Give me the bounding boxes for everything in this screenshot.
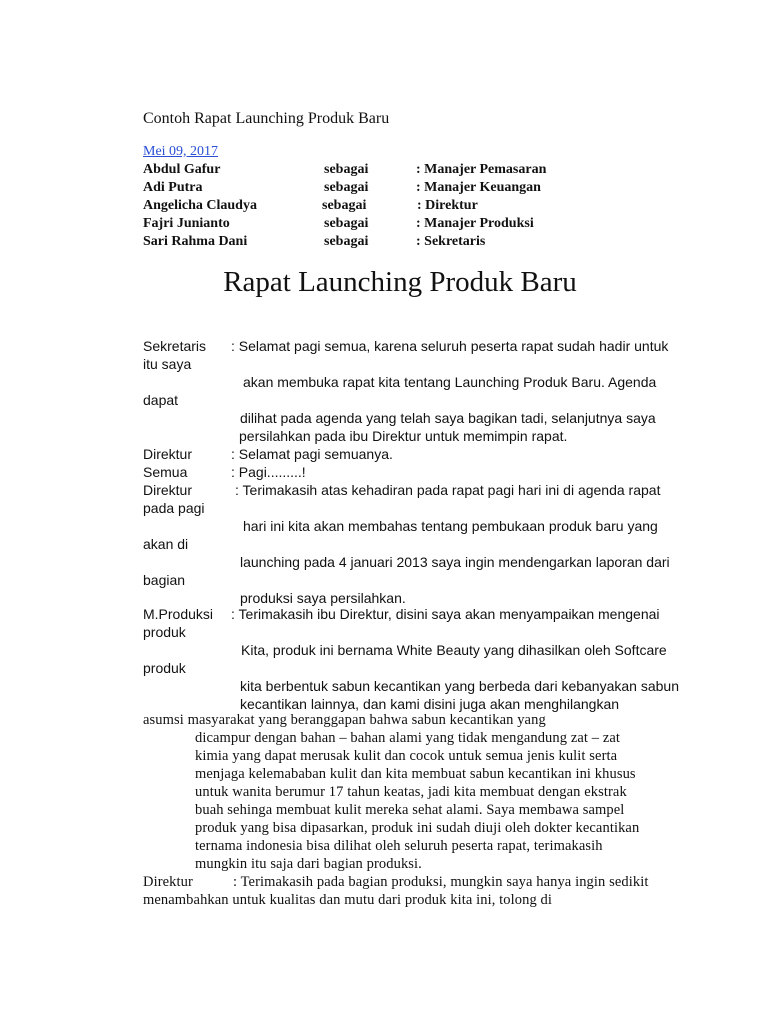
transcript-line: produk yang bisa dipasarkan, produk ini sudah diuji oleh dokter kecantikan	[195, 820, 640, 836]
transcript-line: itu saya	[143, 356, 192, 372]
transcript-line: kimia yang dapat merusak kulit dan cocok untuk semua jenis kulit serta	[195, 748, 618, 764]
transcript-line: Kita, produk ini bernama White Beauty yang dihasilkan oleh Softcare	[241, 642, 667, 658]
transcript-line: : Terimakasih pada bagian produksi, mungkin saya hanya ingin sedikit	[233, 874, 649, 890]
participant-name: Adi Putra	[143, 180, 203, 195]
speaker-label: Semua	[143, 464, 188, 480]
document-title: Contoh Rapat Launching Produk Baru	[143, 110, 390, 127]
transcript-line: ternama indonesia bisa dilihat oleh seluruh peserta rapat, terimakasih	[195, 838, 603, 854]
participant-as: sebagai	[322, 198, 367, 213]
participant-role: : Manajer Keuangan	[416, 180, 541, 195]
transcript-line: bagian	[143, 572, 186, 588]
transcript-line: menjaga kelemababan kulit dan kita membuat sabun kecantikan ini khusus	[195, 766, 636, 782]
participant-name: Sari Rahma Dani	[143, 234, 248, 249]
participant-as: sebagai	[324, 162, 369, 177]
transcript-line: akan di	[143, 536, 189, 552]
transcript-line: mungkin itu saja dari bagian produksi.	[195, 856, 422, 872]
transcript-line: kita berbentuk sabun kecantikan yang berbeda dari kebanyakan sabun	[240, 678, 679, 694]
transcript-line: asumsi masyarakat yang beranggapan bahwa sabun kecantikan yang	[143, 712, 546, 728]
speaker-label: M.Produksi	[143, 606, 214, 622]
transcript-line: dilihat pada agenda yang telah saya bagikan tadi, selanjutnya saya	[240, 410, 656, 426]
transcript-line: : Terimakasih atas kehadiran pada rapat pagi hari ini di agenda rapat	[235, 482, 661, 498]
participant-as: sebagai	[324, 180, 369, 195]
transcript-line: buah sehinga membuat kulit mereka sehat alami. Saya membawa sampel	[195, 802, 625, 818]
participant-as: sebagai	[324, 234, 369, 249]
transcript-line: untuk wanita berumur 17 tahun keatas, jadi kita membuat dengan ekstrak	[195, 784, 627, 800]
transcript-line: akan membuka rapat kita tentang Launching Produk Baru. Agenda	[243, 374, 657, 390]
participant-role: : Direktur	[417, 198, 478, 213]
speaker-label: Direktur	[143, 446, 193, 462]
participant-as: sebagai	[324, 216, 369, 231]
participant-role: : Manajer Produksi	[416, 216, 534, 231]
participant-role: : Sekretaris	[416, 234, 486, 249]
transcript-line: launching pada 4 januari 2013 saya ingin mendengarkan laporan dari	[240, 554, 670, 570]
transcript-line: kecantikan lainnya, dan kami disini juga akan menghilangkan	[240, 696, 620, 712]
speaker-label: Direktur	[143, 482, 193, 498]
transcript-line: : Selamat pagi semua, karena seluruh peserta rapat sudah hadir untuk	[231, 338, 669, 354]
transcript-line: : Selamat pagi semuanya.	[231, 446, 393, 462]
transcript-line: menambahkan untuk kualitas dan mutu dari produk kita ini, tolong di	[143, 892, 553, 908]
participant-name: Angelicha Claudya	[143, 198, 257, 213]
transcript-line: dicampur dengan bahan – bahan alami yang tidak mengandung zat – zat	[195, 730, 621, 746]
transcript-line: produk	[143, 660, 186, 676]
transcript-line: dapat	[143, 392, 179, 408]
post-date-link[interactable]: Mei 09, 2017	[143, 144, 219, 159]
speaker-label: Sekretaris	[143, 338, 207, 354]
participant-role: : Manajer Pemasaran	[416, 162, 547, 177]
transcript-line: persilahkan pada ibu Direktur untuk memimpin rapat.	[239, 428, 568, 444]
transcript-line: : Pagi.........!	[231, 464, 306, 480]
main-heading: Rapat Launching Produk Baru	[223, 266, 577, 298]
transcript-line: : Terimakasih ibu Direktur, disini saya akan menyampaikan mengenai	[231, 606, 660, 622]
participant-name: Abdul Gafur	[143, 162, 221, 177]
transcript-line: produksi saya persilahkan.	[240, 590, 406, 606]
participant-name: Fajri Junianto	[143, 216, 230, 231]
transcript-line: pada pagi	[143, 500, 205, 516]
transcript-line: hari ini kita akan membahas tentang pembukaan produk baru yang	[243, 518, 658, 534]
speaker-label: Direktur	[143, 874, 193, 890]
transcript-line: produk	[143, 624, 186, 640]
